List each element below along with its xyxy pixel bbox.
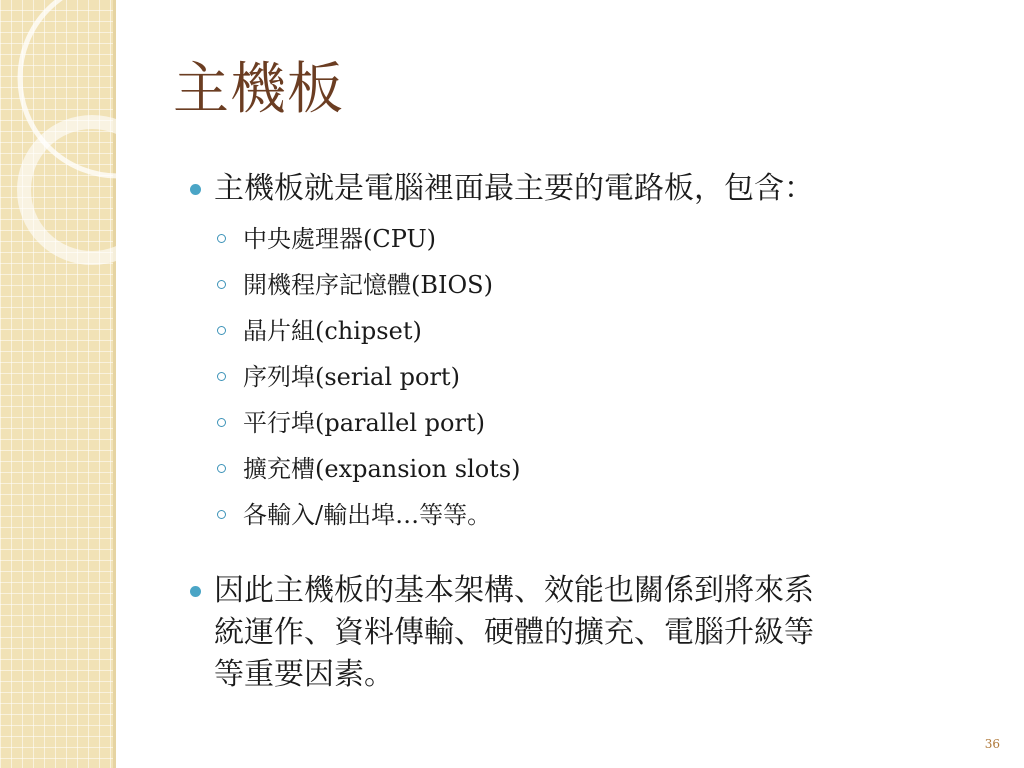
bullet-item <box>190 168 1010 210</box>
sub-bullet-item <box>190 500 1010 530</box>
ring-bullet-icon <box>217 464 226 473</box>
ring-bullet-icon <box>217 280 226 289</box>
slide-content <box>190 168 1010 696</box>
page-number: 36 <box>984 737 1000 751</box>
decorative-circle-thick <box>24 122 160 258</box>
sub-bullet-text: 序列埠(serial port) <box>243 363 460 391</box>
sub-bullet-text: 開機程序記憶體(BIOS) <box>243 271 493 299</box>
bullet-dot-icon <box>190 184 201 195</box>
sub-bullet-text: 中央處理器(CPU) <box>243 225 437 253</box>
bullet-text: 主機板就是電腦裡面最主要的電路板，包含： <box>214 171 814 206</box>
sub-bullet-item <box>190 224 1010 254</box>
sub-bullet-text: 擴充槽(expansion slots) <box>243 455 521 483</box>
slide-title: 主機板 <box>173 57 344 122</box>
sub-bullet-text: 平行埠(parallel port) <box>243 409 485 437</box>
bullet-line: 因此主機板的基本架構、效能也關係到將來系 <box>214 573 814 608</box>
sub-bullet-item <box>190 270 1010 300</box>
ring-bullet-icon <box>217 418 226 427</box>
ring-bullet-icon <box>217 234 226 243</box>
ring-bullet-icon <box>217 326 226 335</box>
sub-bullet-text: 晶片組(chipset) <box>243 317 422 345</box>
bullet-line: 統運作、資料傳輸、硬體的擴充、電腦升級等 <box>214 615 814 650</box>
sub-bullet-item <box>190 408 1010 438</box>
sub-bullet-item <box>190 316 1010 346</box>
sub-bullet-text: 各輸入/輸出埠…等等。 <box>243 501 492 529</box>
bullet-line: 等重要因素。 <box>214 657 394 692</box>
spacer <box>190 530 1010 570</box>
ring-bullet-icon <box>217 510 226 519</box>
bullet-dot-icon <box>190 586 201 597</box>
bullet-item <box>190 570 1010 696</box>
ring-bullet-icon <box>217 372 226 381</box>
sub-bullet-item <box>190 454 1010 484</box>
sub-bullet-item <box>190 362 1010 392</box>
